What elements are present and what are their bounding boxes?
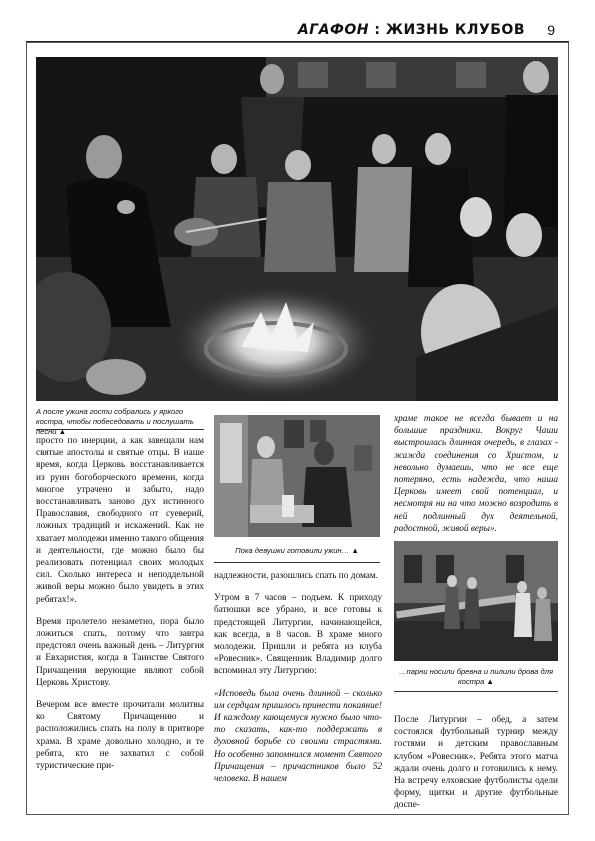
quote-paragraph: храме такое не всегда бывает и на большие праздники. Вокруг Чаши выстроилась длинная очередь, в глазах - жажда соединения со Христом, и невольно думаешь, что не все еще потеряно, есть надежда, что наша Церковь имеет свой потенциал, и несмотря ни на что можно возродить в ней подлинный дух деятельной, радостной, живой веры». <box>394 414 558 534</box>
page-header <box>26 20 569 42</box>
paragraph: После Литургии – обед, а затем состоялся футбольный турнир между гостями и детским православным клубом «Ровесник». Ребята этого матча ждали очень долго и готовились к нему. На встречу елховские футболисты одели форму, щитки и другие футбольные доспе- <box>394 715 558 811</box>
dinner-photo <box>214 415 380 537</box>
mid-photo-caption: Пока девушки готовили ужин… ▲ <box>235 546 359 555</box>
article-column-1 <box>36 435 204 782</box>
paragraph: просто по инерции, а как завещали нам святые апостолы и святые отцы. В наше время, когда Церковь восстанавливается из руин богоборческого времени, когда многое утрачено и забыто, надо восстанавливать заново дух истинного Православия, свободного от суеверий, ложных традиций и искажений. Как не хватает молодежи именно такого общения и деятельности, где можно было бы реализовать потенциал своих молодых сил. Сколько интереса и неподдельной живой веры можно было увидеть в этих ребятах!». <box>36 436 204 605</box>
quote-paragraph: «Исповедь была очень длинной – сколько им сердцам пришлось принести покаяние! И каждому кающемуся нужно было что-то сказать, как-то поддержать в духовной борьбе со своими страстями. Но особенно запомнился момент Святого Причащения – причастников было 52 человека. В нашем <box>214 688 382 785</box>
caption-rule <box>214 562 380 563</box>
right-photo-caption: …парни носили бревна и пилили дрова для костра ▲ <box>398 667 554 686</box>
paragraph: надлежности, разошлись спать по домам. <box>214 571 379 581</box>
logs-photo <box>394 541 558 661</box>
campfire-photo-graphic <box>36 57 558 401</box>
article-column-3-top <box>394 413 558 545</box>
caption-rule <box>394 691 558 692</box>
brand-separator: : <box>368 22 386 38</box>
paragraph: Время пролетело незаметно, пора было ложиться спать, потому что завтра предстоял очень важный день – Литургия и Евхаристия, когда в Таинстве Святого Причащения верующие являют собой Церковь Христову. <box>36 616 204 688</box>
main-photo-caption: А после ужина гости собрались у яркого костра, чтобы побеседовать и послушать песни ▲ <box>36 407 194 436</box>
section-name: ЖИЗНЬ КЛУБОВ <box>385 22 525 38</box>
paragraph: Вечером все вместе прочитали молитвы ко Святому Причащению и расположились спать на полу в притворе храма. В храме довольно холодно, и те ребята, кто не захватил с собой туристические при- <box>36 700 204 772</box>
caption-rule <box>36 429 204 430</box>
brand-logo: АГАФОН <box>297 22 369 38</box>
logs-photo-graphic <box>394 541 558 661</box>
article-column-3-bottom <box>394 714 558 822</box>
page-number: 9 <box>547 22 555 38</box>
article-column-2 <box>214 570 382 795</box>
section-title <box>298 22 525 38</box>
dinner-photo-graphic <box>214 415 380 537</box>
paragraph: Утром в 7 часов – подъем. К приходу батюшки все убрано, и все готовы к предстоящей Литургии, начинающейся, как всегда, в 8 часов. В храме много молодежи. Пришли и ребята из клуба «Ровесник». Священник Владимир долго вспоминал эту Литургию: <box>214 593 382 677</box>
campfire-photo <box>36 57 558 401</box>
